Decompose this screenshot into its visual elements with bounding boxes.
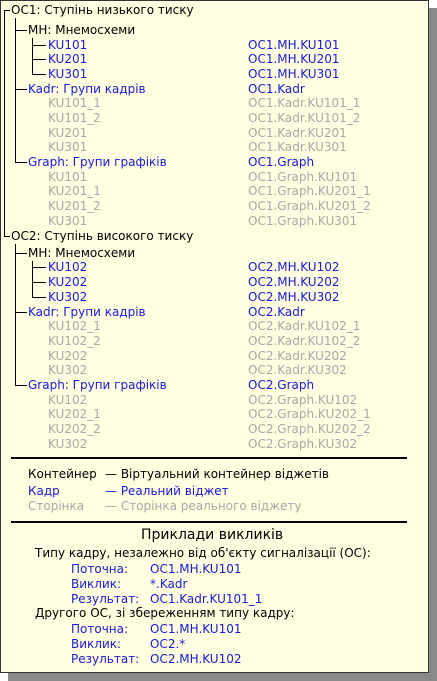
node-oc2-mn: MH: Мнемосхеми	[28, 246, 136, 260]
path-oc1-graph-page: OC1.Graph.KU301	[248, 214, 358, 228]
path-oc2-graph: OC2.Graph	[248, 378, 315, 392]
node-oc1-kadr: Kadr: Групи кадрів	[28, 82, 146, 96]
node-oc1-kadr-page: KU201	[48, 126, 88, 140]
tree-line-oc2-mn-2	[32, 282, 46, 283]
path-oc1-graph-page: OC1.Graph.KU201_2	[248, 199, 371, 213]
legend-desc-page: — Сторінка реального віджету	[105, 499, 302, 513]
node-oc2-mn-item: KU102	[48, 260, 88, 274]
example1-result-label: Результат:	[71, 592, 140, 606]
path-oc2-kadr-page: OC2.Kadr.KU102_1	[248, 319, 361, 333]
legend-desc-container: — Віртуальний контейнер віджетів	[105, 467, 330, 481]
node-oc1-graph-page: KU201_2	[48, 199, 101, 213]
legend-term-container: Контейнер	[28, 467, 97, 481]
example1-call-label: Виклик:	[71, 577, 122, 591]
tree-line-oc2	[4, 236, 10, 237]
node-oc2-mn-item: KU202	[48, 275, 88, 289]
tree-line-oc2-mn	[15, 253, 27, 254]
tree-line-oc2-children	[15, 244, 16, 385]
path-oc1-kadr-page: OC1.Kadr.KU101_2	[248, 111, 361, 125]
panel-shadow-right	[429, 8, 437, 681]
example2-result-label: Результат:	[71, 652, 140, 666]
example2-current-label: Поточна:	[71, 622, 129, 636]
legend-term-page: Сторінка	[28, 499, 85, 513]
path-oc2-mn-item: OC2.MH.KU102	[248, 260, 340, 274]
path-oc2-mn-item: OC2.MH.KU202	[248, 275, 340, 289]
tree-line-oc1-mn-1	[32, 45, 46, 46]
node-oc2-mn-item: KU302	[48, 290, 88, 304]
example1-current-label: Поточна:	[71, 562, 129, 576]
node-oc2-graph: Graph: Групи графіків	[28, 378, 167, 392]
legend-desc-kadr: — Реальний віджет	[105, 484, 229, 498]
node-oc1-kadr-page: KU101_2	[48, 111, 101, 125]
path-oc2-kadr-page: OC2.Kadr.KU102_2	[248, 334, 361, 348]
separator-examples	[11, 521, 407, 523]
separator-legend	[11, 457, 407, 459]
path-oc1-kadr-page: OC1.Kadr.KU201	[248, 126, 347, 140]
tree-line-oc1-mn-3	[32, 74, 46, 75]
path-oc2-graph-page: OC2.Graph.KU102	[248, 393, 358, 407]
node-oc2-graph-page: KU202_1	[48, 407, 101, 421]
path-oc2-graph-page: OC2.Graph.KU202_2	[248, 422, 371, 436]
node-oc1-mn-item: KU101	[48, 38, 88, 52]
path-oc1-mn-item: OC1.MH.KU301	[248, 67, 340, 81]
example1-result-value: OC1.Kadr.KU101_1	[150, 592, 263, 606]
path-oc2-kadr-page: OC2.Kadr.KU202	[248, 349, 347, 363]
node-oc2-kadr: Kadr: Групи кадрів	[28, 305, 146, 319]
node-oc1-mn-item: KU201	[48, 52, 88, 66]
tree-line-oc2-graph	[15, 385, 27, 386]
path-oc1-kadr: OC1.Kadr	[248, 82, 305, 96]
node-oc2-graph-page: KU202_2	[48, 422, 101, 436]
example2-heading: Другого ОС, зі збереженням типу кадру:	[35, 606, 295, 620]
path-oc2-graph-page: OC2.Graph.KU202_1	[248, 407, 371, 421]
node-oc2-kadr-page: KU302	[48, 363, 88, 377]
path-oc2-kadr: OC2.Kadr	[248, 305, 305, 319]
node-oc2: OC2: Ступінь високого тиску	[11, 229, 194, 243]
example2-result-value: OC2.MH.KU102	[150, 652, 242, 666]
path-oc1-kadr-page: OC1.Kadr.KU301	[248, 140, 347, 154]
node-oc2-graph-page: KU302	[48, 437, 88, 451]
path-oc1-mn-item: OC1.MH.KU101	[248, 38, 340, 52]
node-oc1-kadr-page: KU301	[48, 140, 88, 154]
path-oc2-mn-item: OC2.MH.KU302	[248, 290, 340, 304]
path-oc1-kadr-page: OC1.Kadr.KU101_1	[248, 96, 361, 110]
node-oc2-kadr-page: KU102_1	[48, 319, 101, 333]
path-oc1-graph: OC1.Graph	[248, 155, 315, 169]
example1-heading: Типу кадру, незалежно від об'єкту сигналізації (OC):	[35, 546, 371, 560]
node-oc2-graph-page: KU102	[48, 393, 88, 407]
node-oc2-kadr-page: KU102_2	[48, 334, 101, 348]
node-oc1-graph: Graph: Групи графіків	[28, 155, 167, 169]
tree-line-oc1-mn	[15, 30, 27, 31]
example2-call-value: OC2.*	[150, 637, 186, 651]
tree-line-root	[4, 10, 5, 236]
example2-current-value: OC1.MH.KU101	[150, 622, 242, 636]
legend-term-kadr: Кадр	[28, 484, 60, 498]
node-oc2-kadr-page: KU202	[48, 349, 88, 363]
path-oc1-graph-page: OC1.Graph.KU201_1	[248, 184, 371, 198]
tree-line-oc2-kadr	[15, 312, 27, 313]
node-oc1-mn-item: KU301	[48, 67, 88, 81]
tree-line-oc1-children	[15, 18, 16, 162]
node-oc1-mn: MH: Мнемосхеми	[28, 23, 136, 37]
node-oc1-graph-page: KU101	[48, 170, 88, 184]
tree-line-oc1-graph	[15, 162, 27, 163]
example1-current-value: OC1.MH.KU101	[150, 562, 242, 576]
path-oc1-mn-item: OC1.MH.KU201	[248, 52, 340, 66]
example2-call-label: Виклик:	[71, 637, 122, 651]
node-oc1-graph-page: KU301	[48, 214, 88, 228]
tree-line-oc1-kadr	[15, 89, 27, 90]
tree-line-oc1	[4, 10, 10, 11]
path-oc2-graph-page: OC2.Graph.KU302	[248, 437, 358, 451]
examples-title: Приклади викликів	[141, 527, 284, 543]
path-oc2-kadr-page: OC2.Kadr.KU302	[248, 363, 347, 377]
panel-shadow-bottom	[8, 673, 437, 681]
node-oc1: OC1: Ступінь низького тиску	[11, 3, 194, 17]
example1-call-value: *.Kadr	[150, 577, 188, 591]
tree-line-oc2-mn-3	[32, 297, 46, 298]
path-oc1-graph-page: OC1.Graph.KU101	[248, 170, 358, 184]
tree-line-oc1-mn-children	[32, 38, 33, 74]
tree-line-oc1-mn-2	[32, 59, 46, 60]
node-oc1-graph-page: KU201_1	[48, 184, 101, 198]
node-oc1-kadr-page: KU101_1	[48, 96, 101, 110]
tree-line-oc2-mn-1	[32, 267, 46, 268]
